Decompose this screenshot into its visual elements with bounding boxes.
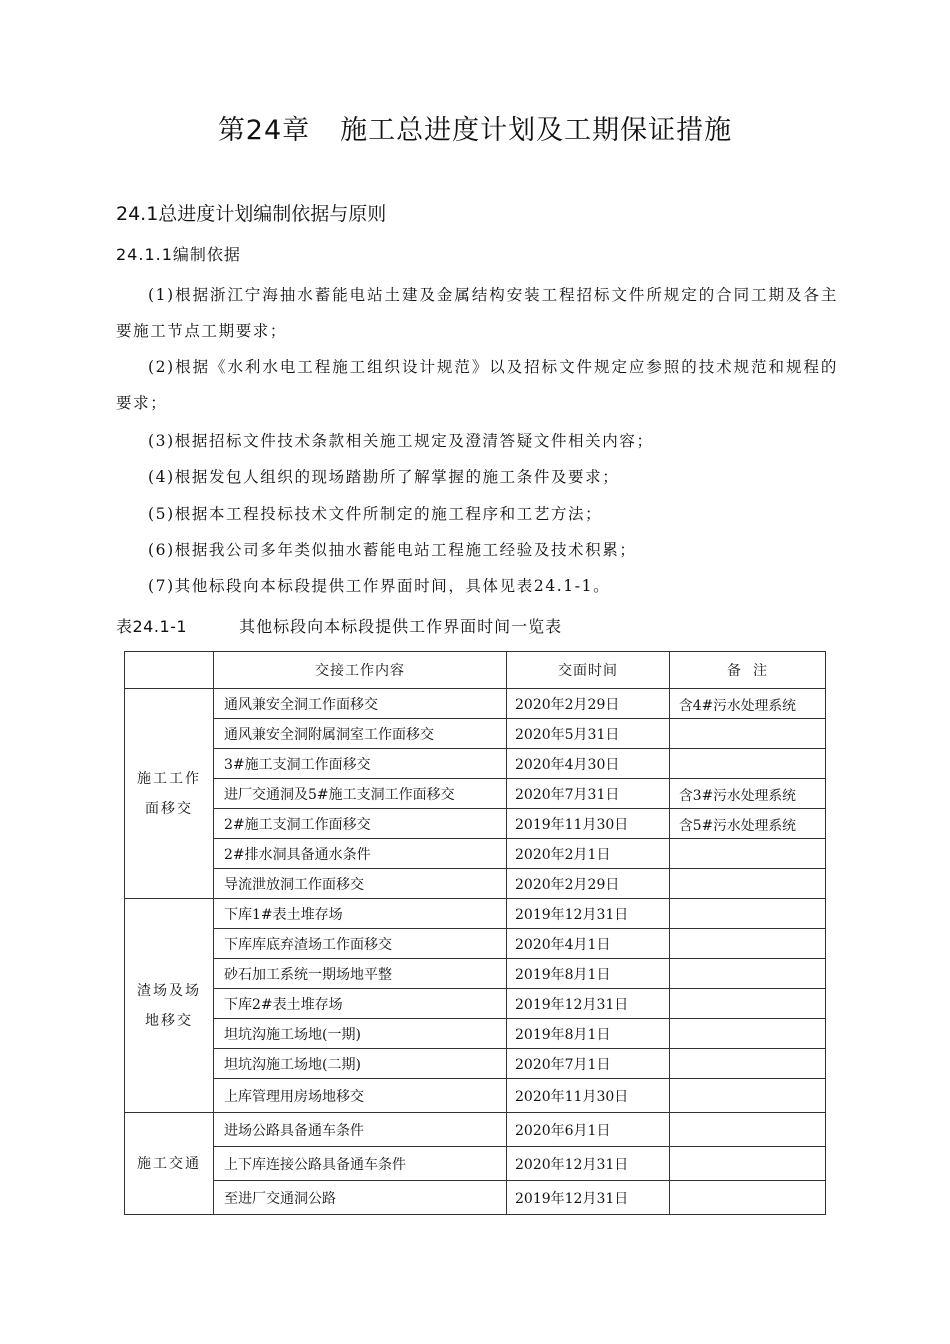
interface-time-table (124, 651, 826, 1215)
table-row (125, 719, 826, 749)
paragraph: (7)其他标段向本标段提供工作界面时间，具体见表24.1-1。 (148, 577, 611, 595)
row-note: 含5#污水处理系统 (670, 809, 826, 839)
row-item: 通风兼安全洞附属洞室工作面移交 (214, 719, 507, 749)
row-date: 2019年11月30日 (507, 809, 670, 839)
row-item: 2#施工支洞工作面移交 (214, 809, 507, 839)
row-date: 2019年12月31日 (507, 1181, 670, 1215)
header-cell-date: 交面时间 (507, 652, 670, 689)
group-label: 施工工作面移交 (137, 770, 201, 817)
table-row (125, 989, 826, 1019)
table-row (125, 1181, 826, 1215)
paragraph: (3)根据招标文件技术条款相关施工规定及澄清答疑文件相关内容； (148, 432, 654, 450)
row-item: 下库1#表土堆存场 (214, 899, 507, 929)
row-item: 坦坑沟施工场地(一期) (214, 1019, 507, 1049)
row-date: 2020年11月30日 (507, 1079, 670, 1113)
paragraph: (4)根据发包人组织的现场踏勘所了解掌握的施工条件及要求； (148, 468, 620, 486)
row-note (670, 929, 826, 959)
row-note (670, 989, 826, 1019)
table-caption (116, 614, 562, 637)
table-row (125, 959, 826, 989)
row-item: 坦坑沟施工场地(二期) (214, 1049, 507, 1079)
row-note (670, 1019, 826, 1049)
row-item: 进场公路具备通车条件 (214, 1113, 507, 1147)
row-note (670, 749, 826, 779)
header-empty-cell (125, 652, 214, 689)
table-row (125, 749, 826, 779)
row-note (670, 869, 826, 899)
table-row (125, 1019, 826, 1049)
group-label: 施工交通 (137, 1155, 201, 1172)
table-row (125, 809, 826, 839)
row-item: 导流泄放洞工作面移交 (214, 869, 507, 899)
row-date: 2020年5月31日 (507, 719, 670, 749)
row-date: 2020年7月1日 (507, 1049, 670, 1079)
table-caption-title: 其他标段向本标段提供工作界面时间一览表 (239, 617, 563, 636)
row-date: 2020年2月29日 (507, 869, 670, 899)
row-date: 2020年2月29日 (507, 689, 670, 719)
group-cell (125, 899, 214, 1113)
paragraph: (2)根据《水利水电工程施工组织设计规范》以及招标文件规定应参照的技术规范和规程的要求； (116, 358, 838, 412)
row-note (670, 899, 826, 929)
row-note (670, 1049, 826, 1079)
table-caption-number: 表24.1-1 (116, 617, 188, 636)
row-note: 含4#污水处理系统 (670, 689, 826, 719)
row-date: 2020年7月31日 (507, 779, 670, 809)
table-row (125, 1147, 826, 1181)
group-cell (125, 689, 214, 899)
table-row (125, 1049, 826, 1079)
row-item: 通风兼安全洞工作面移交 (214, 689, 507, 719)
row-item: 下库2#表土堆存场 (214, 989, 507, 1019)
row-note (670, 1113, 826, 1147)
table-header-row (125, 652, 826, 689)
table-row (125, 929, 826, 959)
row-item: 上下库连接公路具备通车条件 (214, 1147, 507, 1181)
table-row (125, 1079, 826, 1113)
chapter-number: 第24章 (217, 115, 311, 146)
table-row (125, 779, 826, 809)
row-note (670, 1181, 826, 1215)
header-cell-note: 备 注 (670, 652, 826, 689)
row-item: 至进厂交通洞公路 (214, 1181, 507, 1215)
row-note (670, 1079, 826, 1113)
paragraph: (6)根据我公司多年类似抽水蓄能电站工程施工经验及技术积累； (148, 541, 637, 559)
chapter-title-text: 施工总进度计划及工期保证措施 (340, 115, 733, 146)
row-note (670, 839, 826, 869)
row-date: 2019年8月1日 (507, 959, 670, 989)
row-item: 2#排水洞具备通水条件 (214, 839, 507, 869)
row-note (670, 959, 826, 989)
row-note: 含3#污水处理系统 (670, 779, 826, 809)
row-note (670, 719, 826, 749)
paragraph: (1)根据浙江宁海抽水蓄能电站土建及金属结构安装工程招标文件所规定的合同工期及各主要施工节点工期要求； (116, 286, 838, 340)
row-item: 下库库底弃渣场工作面移交 (214, 929, 507, 959)
row-date: 2020年2月1日 (507, 839, 670, 869)
subsection-heading: 24.1.1编制依据 (116, 245, 241, 264)
row-date: 2020年4月1日 (507, 929, 670, 959)
group-cell (125, 1113, 214, 1215)
table-row (125, 1113, 826, 1147)
paragraph: (5)根据本工程投标技术文件所制定的施工程序和工艺方法； (148, 505, 603, 523)
chapter-title (0, 108, 950, 147)
row-date: 2019年12月31日 (507, 899, 670, 929)
section-heading: 24.1总进度计划编制依据与原则 (116, 203, 387, 225)
row-note (670, 1147, 826, 1181)
header-cell-item: 交接工作内容 (214, 652, 507, 689)
table-row (125, 689, 826, 719)
table-row (125, 899, 826, 929)
row-item: 砂石加工系统一期场地平整 (214, 959, 507, 989)
row-item: 3#施工支洞工作面移交 (214, 749, 507, 779)
row-date: 2020年4月30日 (507, 749, 670, 779)
row-item: 进厂交通洞及5#施工支洞工作面移交 (214, 779, 507, 809)
row-item: 上库管理用房场地移交 (214, 1079, 507, 1113)
row-date: 2020年12月31日 (507, 1147, 670, 1181)
group-label: 渣场及场地移交 (137, 982, 201, 1029)
row-date: 2019年8月1日 (507, 1019, 670, 1049)
table-row (125, 839, 826, 869)
table-row (125, 869, 826, 899)
row-date: 2020年6月1日 (507, 1113, 670, 1147)
row-date: 2019年12月31日 (507, 989, 670, 1019)
